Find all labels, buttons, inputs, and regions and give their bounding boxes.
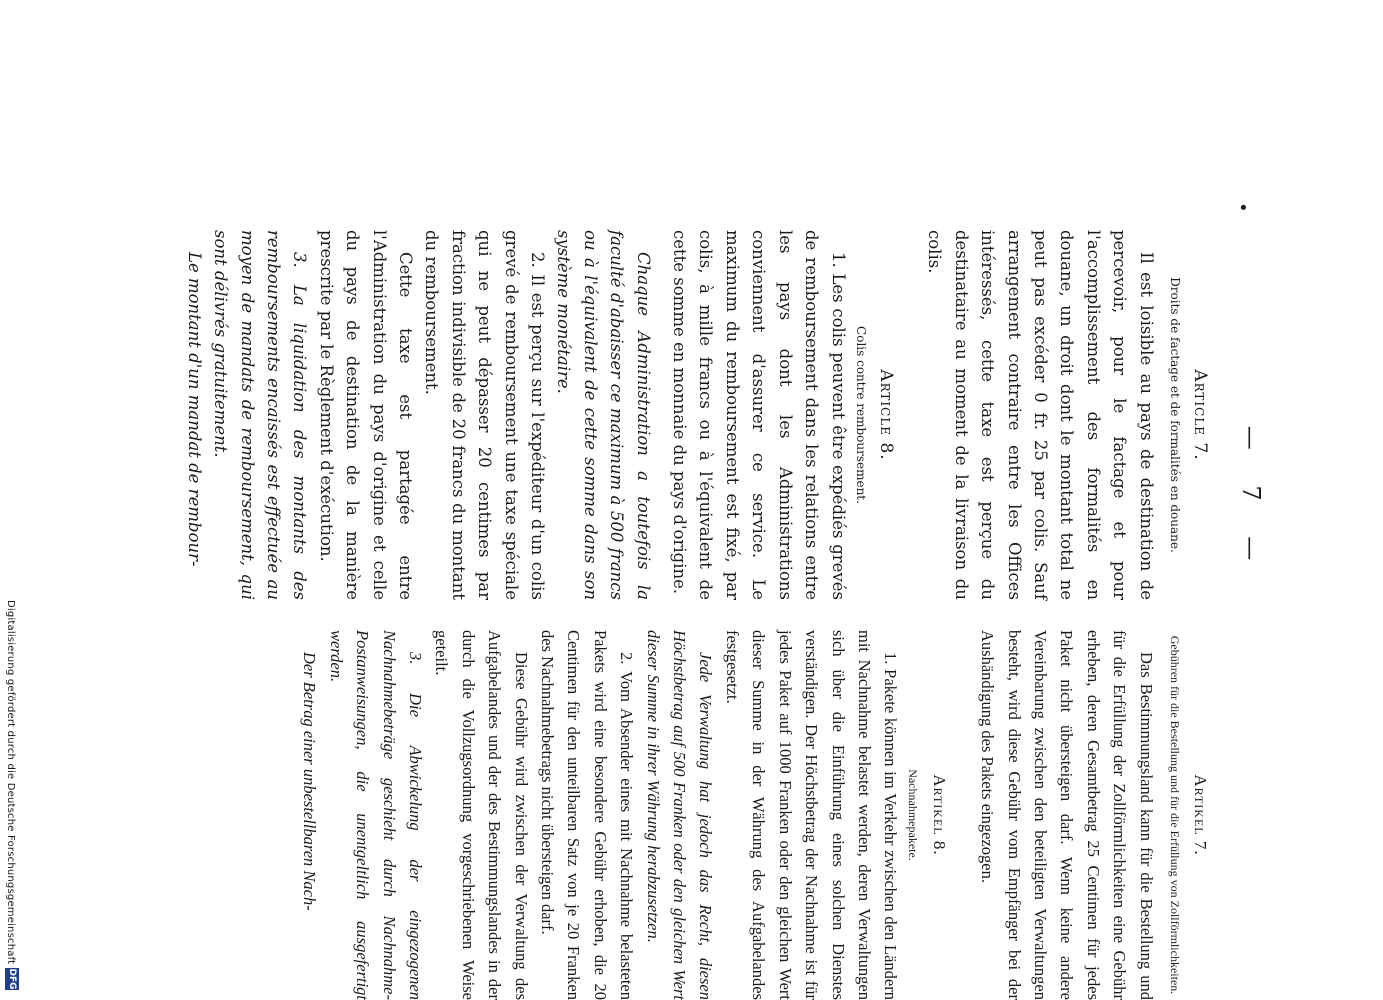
- article-8-paragraph-6: Le montant d'un mandat de rembour-: [184, 252, 204, 567]
- article-8-heading: Article 8.: [875, 369, 896, 461]
- article-8-paragraph-5: 3. La liquidation des montants des remboursements encaissés est effectuée au moyen de mandats de remboursement, qui sont délivrés gratuitement.: [211, 230, 310, 600]
- article-8-subtitle: Colis contre remboursement.: [853, 326, 868, 504]
- french-column: [13, 230, 1213, 600]
- dfg-logo: DFG: [7, 968, 17, 990]
- page-mark: •: [1232, 202, 1253, 213]
- artikel-8-heading: Artikel 8.: [929, 774, 949, 856]
- artikel-8-subtitle: Nachnahmepakete.: [906, 769, 921, 861]
- artikel-8-paragraph-6: Der Betrag einer unbestellbaren Nach-: [300, 652, 320, 911]
- article-8-paragraph-3: 2. Il est perçu sur l'expéditeur d'un colis grevé de remboursement une taxe spéciale qui ne peut dépasser 20 centimes par fraction indivisible de 20 francs du montant du remboursement.: [422, 230, 548, 600]
- article-7-paragraph: Il est loisible au pays de destination de percevoir, pour le factage et pour l'accomplissement des formalités en douane, un droit dont le montant total ne peut pas excéder 0 fr. 25 par colis. Sauf arrangement contraire entre les Offices intéressés, cette taxe est perçue du destinataire au moment de la livraison du colis.: [925, 230, 1156, 600]
- artikel-7-heading: Artikel 7.: [1191, 774, 1210, 856]
- artikel-8-paragraph-4: Diese Gebühr wird zwischen der Verwaltung des Aufgabelandes und der des Bestimmungslandes in der durch die Vollzugsordnung vorgeschriebenen Weise geteilt.: [432, 630, 531, 1000]
- digitization-credit: Digitalisierung gefördert durch die Deutsche Forschungsgemeinschaft: [5, 600, 16, 965]
- article-7-subtitle: Droits de factage et de formalités en douane.: [1167, 277, 1182, 553]
- german-column: [13, 630, 1213, 1000]
- artikel-8-paragraph-2: Jede Verwaltung hat jedoch das Recht, diesen Höchstbetrag auf 500 Franken oder den gleichen Wert dieser Summe in ihrer Währung herabzusetzen.: [643, 630, 716, 1000]
- artikel-7-subtitle: Gebühren für die Bestellung und für die Erfüllung von Zollförmlichkeiten.: [1167, 635, 1182, 995]
- article-8-paragraph-2: Chaque Administration a toutefois la faculté d'abaisser ce maximum à 500 francs ou à l'équivalent de cette somme dans son système monétaire.: [554, 230, 653, 600]
- artikel-7-paragraph: Das Bestimmungsland kann für die Bestellung und für die Erfüllung der Zollförmlichkeiten eine Gebühr erheben, deren Gesamtbetrag 25 Centimen für jedes Paket nicht übersteigen darf. Wenn keine andere Vereinbarung zwischen den beteiligten Verwaltungen besteht, wird diese Gebühr vom Empfänger bei der Aushändigung des Pakets eingezogen.: [978, 630, 1156, 1000]
- article-7-heading: Article 7.: [1190, 369, 1210, 461]
- article-8-paragraph-1: 1. Les colis peuvent être expédiés grevés de remboursement dans les relations entre les pays dont les Administrations conviennent d'assurer ce service. Le maximum du remboursement est fixé, par colis, à mille francs ou à l'équivalent de cette somme en monnaie du pays d'origine.: [670, 230, 848, 600]
- page-number: — 7 —: [1237, 425, 1265, 575]
- artikel-8-paragraph-1: 1. Pakete können im Verkehr zwischen den Ländern mit Nachnahme belastet werden, deren Verwaltungen sich über die Einführung eines solchen Dienstes verständigen. Der Höchstbetrag der Nachnahme ist für jedes Paket auf 1000 Franken oder den gleichen Wert dieser Summe in der Währung des Aufgabelandes festgesetzt.: [722, 630, 901, 1000]
- artikel-8-paragraph-3: 2. Vom Absender eines mit Nachnahme belasteten Pakets wird eine besondere Gebühr erhoben, die 20 Centimen für den unteilbaren Satz von je 20 Franken des Nachnahmebetrags nicht übersteigen darf.: [538, 630, 637, 1000]
- artikel-8-paragraph-5: 3. Die Abwickelung der eingezogenen Nachnahmebeträge geschieht durch Nachnahme-Postanweisungen, die unentgeltlich ausgefertigt werden.: [326, 630, 426, 1000]
- article-8-paragraph-4: Cette taxe est partagée entre l'Administration du pays d'origine et celle du pays de destination de la manière prescrite par le Règlement d'exécution.: [316, 230, 416, 600]
